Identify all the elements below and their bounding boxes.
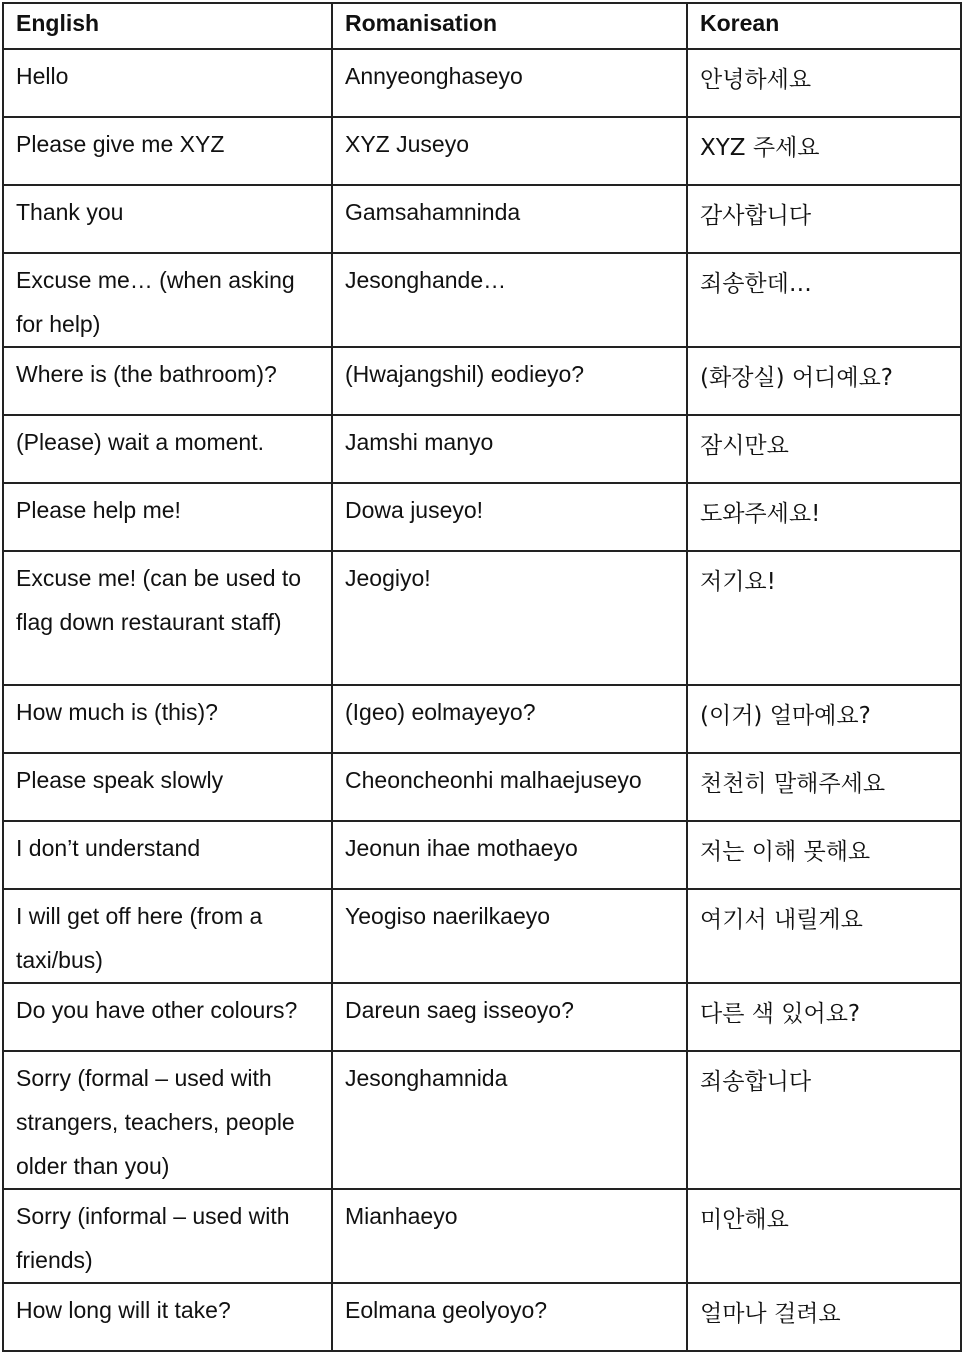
korean-text: (이거) 얼마예요? — [700, 703, 871, 729]
english-text: Thank you — [16, 199, 124, 225]
header-romanisation: Romanisation — [332, 3, 687, 49]
table-row — [3, 347, 961, 415]
table-row — [3, 1189, 961, 1283]
romanisation-cell: Gamsahamninda — [332, 185, 687, 253]
table-row — [3, 551, 961, 685]
romanisation-cell: Eolmana geolyoyo? — [332, 1283, 687, 1351]
english-cell — [3, 1051, 332, 1189]
korean-text: 저기요! — [700, 569, 776, 595]
english-text: I don’t understand — [16, 835, 201, 861]
english-cell — [3, 1283, 332, 1351]
korean-text: 안녕하세요 — [700, 67, 812, 93]
korean-cell — [687, 253, 961, 347]
english-text: Hello — [16, 63, 69, 89]
phrase-table — [2, 2, 962, 1352]
korean-text: 저는 이해 못해요 — [700, 839, 871, 865]
table-row — [3, 49, 961, 117]
korean-text: 죄송한데… — [700, 271, 812, 297]
english-text: (Please) wait a moment. — [16, 429, 264, 455]
english-text: Please help me! — [16, 497, 181, 523]
english-cell — [3, 483, 332, 551]
header-korean: Korean — [687, 3, 961, 49]
table-row — [3, 889, 961, 983]
table-row — [3, 253, 961, 347]
korean-text: 죄송합니다 — [700, 1069, 812, 1095]
romanisation-cell: Jesonghande… — [332, 253, 687, 347]
romanisation-cell: Cheoncheonhi malhaejuseyo — [332, 753, 687, 821]
english-cell — [3, 821, 332, 889]
romanisation-cell: Dowa juseyo! — [332, 483, 687, 551]
korean-cell — [687, 117, 961, 185]
korean-text: 잠시만요 — [700, 433, 789, 459]
english-cell — [3, 253, 332, 347]
table-row — [3, 483, 961, 551]
english-cell — [3, 347, 332, 415]
romanisation-cell: Yeogiso naerilkaeyo — [332, 889, 687, 983]
korean-cell — [687, 889, 961, 983]
romanisation-cell: Mianhaeyo — [332, 1189, 687, 1283]
korean-text: 여기서 내릴게요 — [700, 907, 863, 933]
english-cell — [3, 685, 332, 753]
korean-text: 감사합니다 — [700, 203, 812, 229]
romanisation-cell: Jeogiyo! — [332, 551, 687, 685]
korean-text: XYZ 주세요 — [700, 135, 820, 161]
romanisation-cell: Jamshi manyo — [332, 415, 687, 483]
korean-cell — [687, 1189, 961, 1283]
english-cell — [3, 889, 332, 983]
english-cell — [3, 551, 332, 685]
korean-cell — [687, 1283, 961, 1351]
korean-text: 도와주세요! — [700, 501, 821, 527]
english-cell — [3, 49, 332, 117]
romanisation-cell: Annyeonghaseyo — [332, 49, 687, 117]
korean-cell — [687, 415, 961, 483]
english-cell — [3, 117, 332, 185]
english-text: Sorry (formal – used with strangers, teachers, people older than you) — [16, 1065, 295, 1179]
english-text: Excuse me… (when asking for help) — [16, 267, 295, 337]
table-row — [3, 185, 961, 253]
table-row — [3, 685, 961, 753]
english-cell — [3, 753, 332, 821]
english-text: Sorry (informal – used with friends) — [16, 1203, 290, 1273]
table-row — [3, 1283, 961, 1351]
romanisation-cell: Dareun saeg isseoyo? — [332, 983, 687, 1051]
romanisation-cell: (Hwajangshil) eodieyo? — [332, 347, 687, 415]
korean-text: 천천히 말해주세요 — [700, 771, 886, 797]
romanisation-cell: Jesonghamnida — [332, 1051, 687, 1189]
romanisation-cell: XYZ Juseyo — [332, 117, 687, 185]
table-row — [3, 983, 961, 1051]
english-cell — [3, 983, 332, 1051]
korean-cell — [687, 685, 961, 753]
english-cell — [3, 1189, 332, 1283]
korean-text: (화장실) 어디예요? — [700, 365, 893, 391]
english-text: Excuse me! (can be used to flag down restaurant staff) — [16, 565, 302, 635]
korean-cell — [687, 1051, 961, 1189]
korean-text: 다른 색 있어요? — [700, 1001, 861, 1027]
table-row — [3, 1051, 961, 1189]
korean-cell — [687, 551, 961, 685]
korean-cell — [687, 821, 961, 889]
korean-text: 미안해요 — [700, 1207, 789, 1233]
korean-text: 얼마나 걸려요 — [700, 1301, 841, 1327]
korean-cell — [687, 347, 961, 415]
romanisation-cell: Jeonun ihae mothaeyo — [332, 821, 687, 889]
english-text: Do you have other colours? — [16, 997, 298, 1023]
table-row — [3, 117, 961, 185]
table-row — [3, 415, 961, 483]
korean-cell — [687, 483, 961, 551]
korean-cell — [687, 753, 961, 821]
english-text: Please speak slowly — [16, 767, 224, 793]
header-english: English — [3, 3, 332, 49]
english-cell — [3, 415, 332, 483]
english-cell — [3, 185, 332, 253]
korean-cell — [687, 185, 961, 253]
korean-cell — [687, 49, 961, 117]
romanisation-cell: (Igeo) eolmayeyo? — [332, 685, 687, 753]
english-text: Where is (the bathroom)? — [16, 361, 277, 387]
header-row — [3, 3, 961, 49]
korean-cell — [687, 983, 961, 1051]
english-text: How much is (this)? — [16, 699, 218, 725]
table-row — [3, 821, 961, 889]
english-text: Please give me XYZ — [16, 131, 225, 157]
english-text: How long will it take? — [16, 1297, 231, 1323]
table-row — [3, 753, 961, 821]
english-text: I will get off here (from a taxi/bus) — [16, 903, 263, 973]
